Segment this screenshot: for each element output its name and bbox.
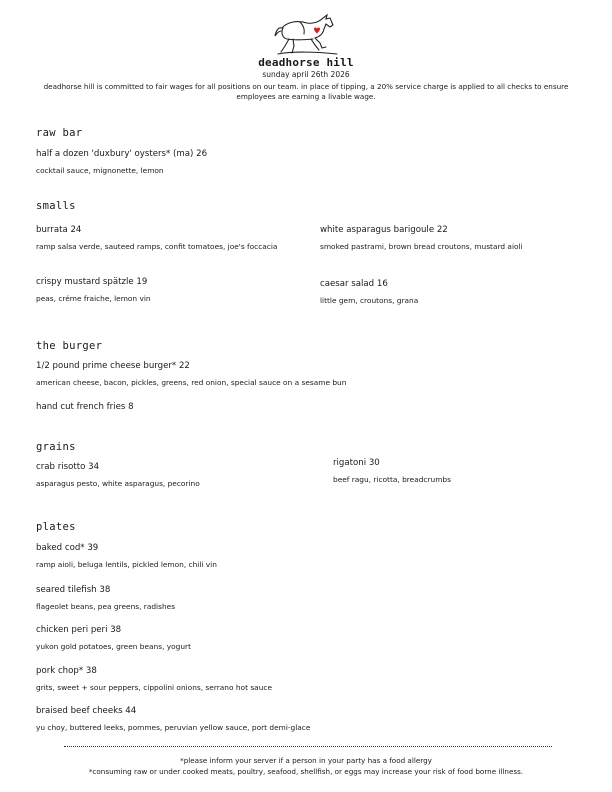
horse-logo (273, 12, 341, 56)
menu-item-cheeseburger-desc: american cheese, bacon, pickles, greens, red onion, special sauce on a sesame bun (36, 378, 347, 387)
menu-item-oysters-desc: cocktail sauce, mignonette, lemon (36, 166, 164, 175)
menu-item-oysters: half a dozen 'duxbury' oysters* (ma) 26 (36, 149, 208, 159)
menu-item-beef-cheeks-desc: yu choy, buttered leeks, pommes, peruvian yellow sauce, port demi-glace (36, 723, 311, 732)
menu-item-risotto: crab risotto 34 (36, 462, 100, 472)
menu-item-chicken-desc: yukon gold potatoes, green beans, yogurt (36, 642, 191, 651)
menu-item-spaetzle: crispy mustard spätzle 19 (36, 277, 148, 287)
menu-item-caesar-desc: little gem, croutons, grana (320, 296, 419, 305)
menu-item-burrata: burrata 24 (36, 225, 82, 235)
menu-item-burrata-desc: ramp salsa verde, sauteed ramps, confit tomatoes, joe's foccacia (36, 242, 278, 251)
menu-item-cod-desc: ramp aioli, beluga lentils, pickled lemon, chili vin (36, 560, 217, 569)
menu-item-cheeseburger: 1/2 pound prime cheese burger* 22 (36, 361, 190, 371)
restaurant-name: deadhorse hill (258, 56, 354, 69)
menu-item-pork-chop-desc: grits, sweet + sour peppers, cippolini onions, serrano hot sauce (36, 683, 272, 692)
menu-item-barigoule: white asparagus barigoule 22 (320, 225, 448, 235)
menu-item-spaetzle-desc: peas, créme fraiche, lemon vin (36, 294, 151, 303)
menu-item-tilefish-desc: flageolet beans, pea greens, radishes (36, 602, 176, 611)
menu-item-fries: hand cut french fries 8 (36, 402, 134, 412)
section-title-smalls: smalls (36, 200, 76, 212)
menu-date: sunday april 26th 2026 (262, 70, 350, 79)
raw-food-warning: *consuming raw or under cooked meats, poultry, seafood, shellfish, or eggs may increase your risk of food borne illness. (88, 767, 524, 776)
menu-item-cod: baked cod* 39 (36, 543, 99, 553)
section-title-plates: plates (36, 521, 76, 533)
dotted-divider (64, 746, 552, 747)
menu-item-chicken: chicken peri peri 38 (36, 625, 122, 635)
section-title-burger: the burger (36, 340, 103, 352)
section-title-grains: grains (36, 441, 76, 453)
menu-item-beef-cheeks: braised beef cheeks 44 (36, 706, 137, 716)
allergy-note: *please inform your server if a person in your party has a food allergy (180, 756, 432, 765)
menu-item-rigatoni-desc: beef ragu, ricotta, breadcrumbs (333, 475, 451, 484)
menu-item-tilefish: seared tilefish 38 (36, 585, 111, 595)
menu-item-pork-chop: pork chop* 38 (36, 666, 97, 676)
menu-item-risotto-desc: asparagus pesto, white asparagus, pecorino (36, 479, 200, 488)
menu-item-caesar: caesar salad 16 (320, 279, 388, 289)
menu-item-rigatoni: rigatoni 30 (333, 458, 380, 468)
section-title-raw-bar: raw bar (36, 127, 83, 139)
wages-note: deadhorse hill is committed to fair wages for all positions on our team. in place of tipping, a 20% service charge is applied to all checks to ensure employees are earning a livable wage. (43, 82, 569, 101)
menu-item-barigoule-desc: smoked pastrami, brown bread croutons, mustard aioli (320, 242, 523, 251)
